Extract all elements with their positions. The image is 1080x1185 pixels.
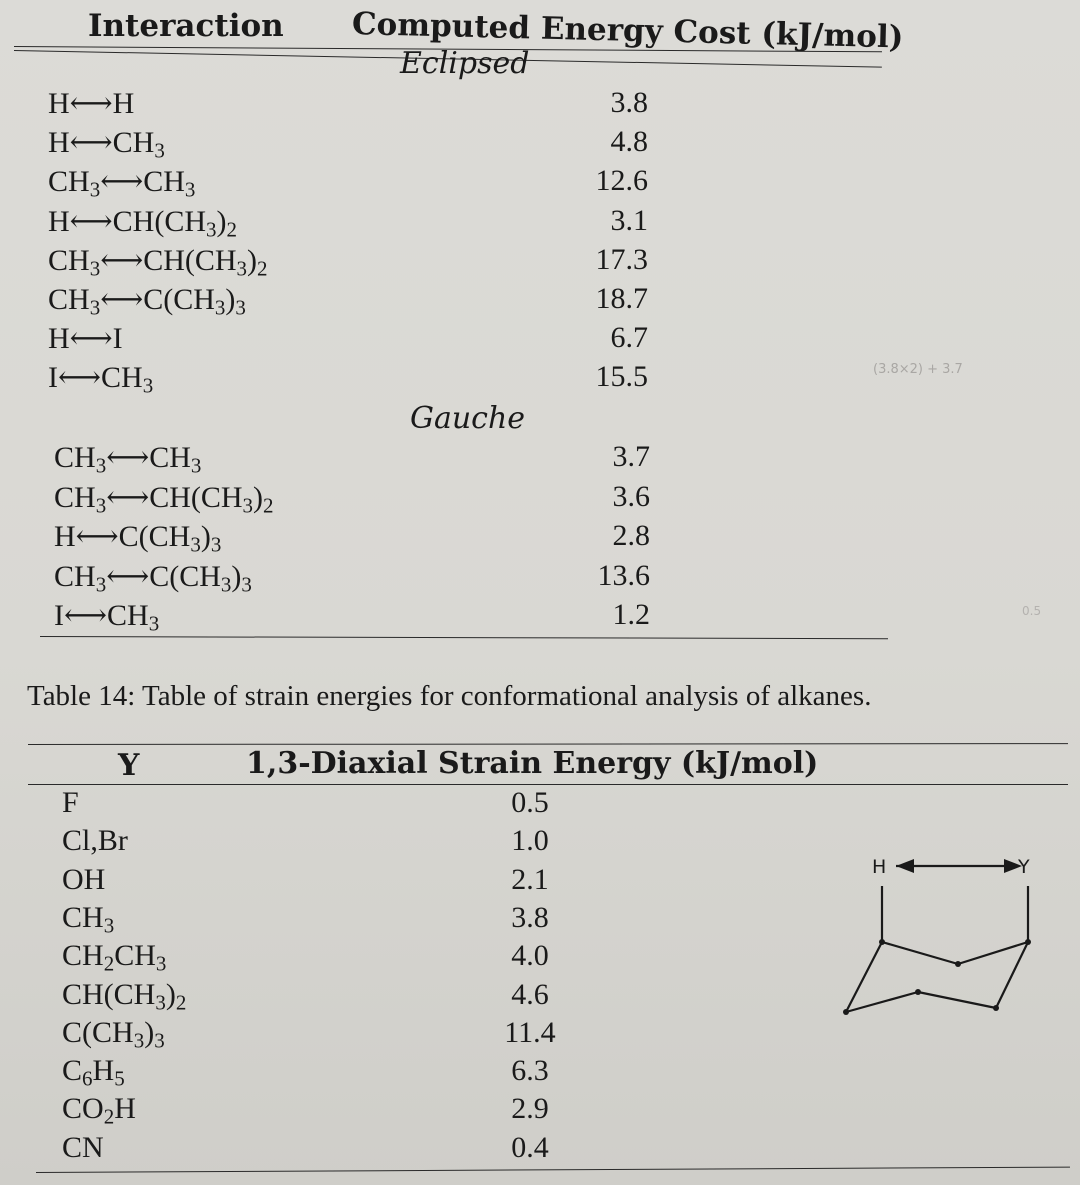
strain-energy-cell: 0.5: [511, 786, 549, 819]
interaction-cell: $H⟷CH_3$: [48, 126, 165, 163]
substituent-cell: OH: [62, 862, 106, 896]
substituent-cell: F: [62, 786, 79, 819]
cyclohexane-chair-diagram: [838, 846, 1048, 1026]
energy-value-cell: 12.6: [595, 164, 648, 198]
strain-energy-cell: 1.0: [511, 824, 549, 858]
substituent-cell: $CH_3$: [62, 900, 115, 938]
interaction-cell: $CH_3⟷C(CH_3)_3$: [54, 559, 252, 596]
strain-energy-cell: 4.6: [511, 977, 549, 1011]
energy-value-cell: 3.1: [610, 203, 648, 237]
strain-energy-cell: 4.0: [511, 939, 549, 973]
interaction-cell: $CH_3⟷CH_3$: [48, 165, 196, 202]
table2-bottom-rule: [36, 1167, 1070, 1173]
table2-top-rule: [28, 743, 1068, 745]
interaction-cell: H⟷I: [48, 322, 123, 356]
table1-header-energy: Computed Energy Cost (kJ/mol): [351, 6, 904, 56]
energy-value-cell: 18.7: [595, 282, 648, 315]
substituent-cell: $C_6H_5$: [62, 1054, 125, 1091]
section-eclipsed: Eclipsed: [400, 46, 530, 81]
substituent-cell: $CH_2CH_3$: [62, 939, 167, 976]
energy-value-cell: 2.8: [612, 519, 650, 552]
energy-value-cell: 4.8: [610, 125, 648, 159]
substituent-cell: $CO_2H$: [62, 1092, 136, 1129]
margin-pencil-note-2: 0.5: [1022, 604, 1042, 618]
interaction-cell: $CH_3⟷CH(CH_3)_2$: [48, 243, 268, 281]
interaction-cell: $CH_3⟷CH_3$: [54, 441, 202, 478]
energy-value-cell: 15.5: [595, 360, 648, 394]
substituent-cell: Cl,Br: [62, 824, 128, 858]
strain-energy-cell: 6.3: [511, 1054, 549, 1088]
energy-value-cell: 1.2: [612, 598, 650, 631]
energy-value-cell: 13.6: [597, 558, 650, 592]
section-gauche: Gauche: [410, 401, 526, 436]
strain-energy-cell: 3.8: [511, 900, 549, 934]
energy-value-cell: 6.7: [610, 321, 648, 355]
strain-energy-cell: 0.4: [511, 1130, 549, 1164]
energy-value-cell: 3.8: [610, 86, 648, 119]
table-caption: Table 14: Table of strain energies for conformational analysis of alkanes.: [27, 680, 872, 712]
table1-header-interaction: Interaction: [88, 8, 284, 44]
interaction-cell: $I⟷CH_3$: [48, 361, 154, 398]
chair-ring: [846, 942, 1028, 1012]
table1-bottom-rule: [40, 636, 888, 639]
energy-value-cell: 3.7: [612, 440, 650, 473]
substituent-cell: $C(CH_3)_3$: [62, 1015, 165, 1053]
interaction-cell: $CH_3⟷CH(CH_3)_2$: [54, 480, 274, 517]
margin-pencil-note: (3.8×2) + 3.7: [873, 362, 963, 377]
strain-energy-cell: 11.4: [504, 1015, 556, 1049]
energy-value-cell: 17.3: [595, 242, 648, 276]
arrow-head-left: [896, 859, 914, 873]
interaction-cell: $H⟷C(CH_3)_3$: [54, 520, 222, 557]
table2-header-energy: 1,3-Diaxial Strain Energy (kJ/mol): [246, 746, 819, 781]
interaction-cell: $I⟷CH_3$: [54, 599, 160, 636]
energy-value-cell: 3.6: [612, 479, 650, 513]
strain-energy-cell: 2.1: [511, 862, 549, 896]
strain-energy-cell: 2.9: [511, 1092, 549, 1126]
table2-header-y: Y: [118, 748, 140, 783]
substituent-cell: CN: [62, 1130, 104, 1164]
table2-header-rule: [28, 784, 1068, 785]
diagram-label-y: Y: [1018, 856, 1030, 878]
interaction-cell: $CH_3⟷C(CH_3)_3$: [48, 283, 246, 320]
substituent-cell: $CH(CH_3)_2$: [62, 977, 187, 1014]
interaction-cell: H⟷H: [48, 87, 135, 120]
interaction-cell: $H⟷CH(CH_3)_2$: [48, 204, 238, 241]
diagram-label-h: H: [872, 856, 887, 878]
